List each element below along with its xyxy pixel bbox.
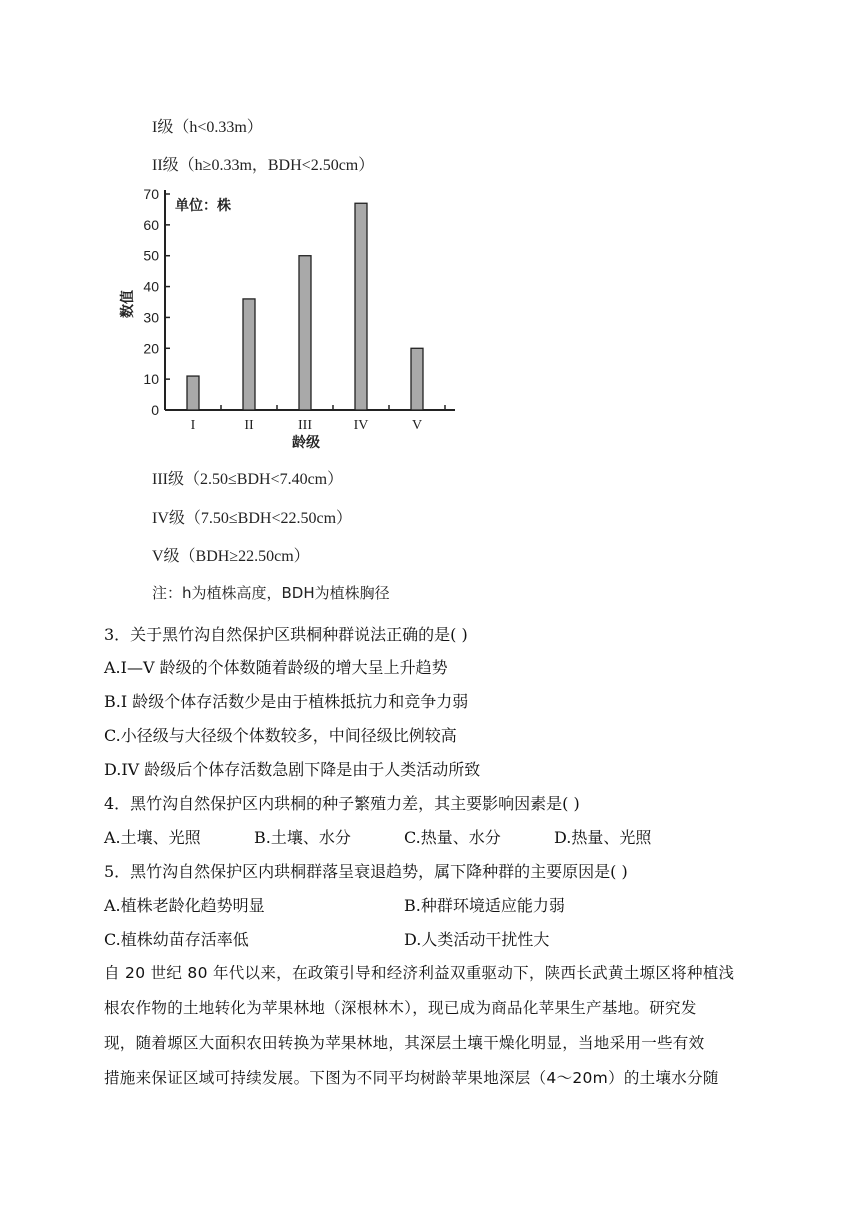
question-5-stem: 5．黑竹沟自然保护区内珙桐群落呈衰退趋势，属下降种群的主要原因是( ) (104, 862, 628, 881)
unit-note: 单位：株 (175, 198, 231, 214)
question-3-stem: 3．关于黑竹沟自然保护区珙桐种群说法正确的是( ) (104, 625, 468, 644)
bar-III (299, 256, 311, 410)
question-3-option-c: C.小径级与大径级个体数较多，中间径级比例较高 (104, 726, 457, 745)
question-5-option-c: C.植株幼苗存活率低 (104, 930, 249, 949)
legend-grade-4: IV级（7.50≤BDH<22.50cm） (152, 510, 353, 527)
question-4-option-a: A.土壤、光照 (104, 828, 201, 847)
y-tick-label: 50 (143, 247, 159, 264)
bar-IV (355, 203, 367, 410)
figure-note: 注：h为植株高度，BDH为植株胸径 (152, 584, 390, 602)
passage-line-2: 根农作物的土地转化为苹果林地（深根林木），现已成为商品化苹果生产基地。研究发 (104, 999, 697, 1017)
y-tick-label: 40 (143, 278, 159, 295)
legend-grade-2: II级（h≥0.33m，BDH<2.50cm） (152, 157, 375, 174)
x-tick-label: I (190, 418, 196, 433)
x-tick-label: III (298, 418, 312, 433)
question-4-option-c: C.热量、水分 (404, 828, 501, 847)
y-axis-label: 数值 (120, 290, 136, 318)
x-tick-label: IV (353, 418, 369, 433)
bar-V (411, 348, 423, 410)
question-5-option-a: A.植株老龄化趋势明显 (104, 896, 265, 915)
x-tick-label: II (244, 418, 254, 433)
y-tick-label: 0 (151, 402, 159, 418)
passage-line-4: 措施来保证区域可持续发展。下图为不同平均树龄苹果地深层（4～20m）的土壤水分随 (104, 1069, 719, 1087)
question-5-option-d: D.人类活动干扰性大 (404, 930, 550, 949)
bar-I (187, 376, 199, 410)
y-tick-label: 10 (143, 371, 159, 388)
x-tick-label: V (411, 418, 423, 433)
question-4-option-d: D.热量、光照 (554, 828, 652, 847)
legend-grade-3: III级（2.50≤BDH<7.40cm） (152, 471, 344, 488)
question-4-stem: 4．黑竹沟自然保护区内珙桐的种子繁殖力差，其主要影响因素是( ) (104, 794, 580, 813)
question-5-option-b: B.种群环境适应能力弱 (404, 896, 565, 915)
legend-grade-1: I级（h<0.33m） (152, 119, 263, 136)
question-3-option-b: B.I 龄级个体存活数少是由于植株抵抗力和竞争力弱 (104, 692, 469, 711)
age-class-bar-chart (110, 184, 470, 454)
y-tick-label: 60 (143, 216, 159, 233)
question-3-option-a: A.I—V 龄级的个体数随着龄级的增大呈上升趋势 (104, 658, 448, 677)
legend-grade-5: V级（BDH≥22.50cm） (152, 548, 310, 565)
y-tick-label: 20 (143, 340, 159, 357)
question-4-option-b: B.土壤、水分 (254, 828, 351, 847)
passage-line-1: 自 20 世纪 80 年代以来，在政策引导和经济利益双重驱动下，陕西长武黄土塬区将种植浅 (104, 964, 735, 982)
y-tick-label: 70 (143, 186, 159, 202)
question-3-option-d: D.IV 龄级后个体存活数急剧下降是由于人类活动所致 (104, 760, 481, 779)
x-axis-label: 龄级 (292, 435, 320, 451)
bar-II (243, 299, 255, 410)
passage-line-3: 现，随着塬区大面积农田转换为苹果林地，其深层土壤干燥化明显，当地采用一些有效 (104, 1034, 705, 1052)
y-tick-label: 30 (143, 309, 159, 326)
